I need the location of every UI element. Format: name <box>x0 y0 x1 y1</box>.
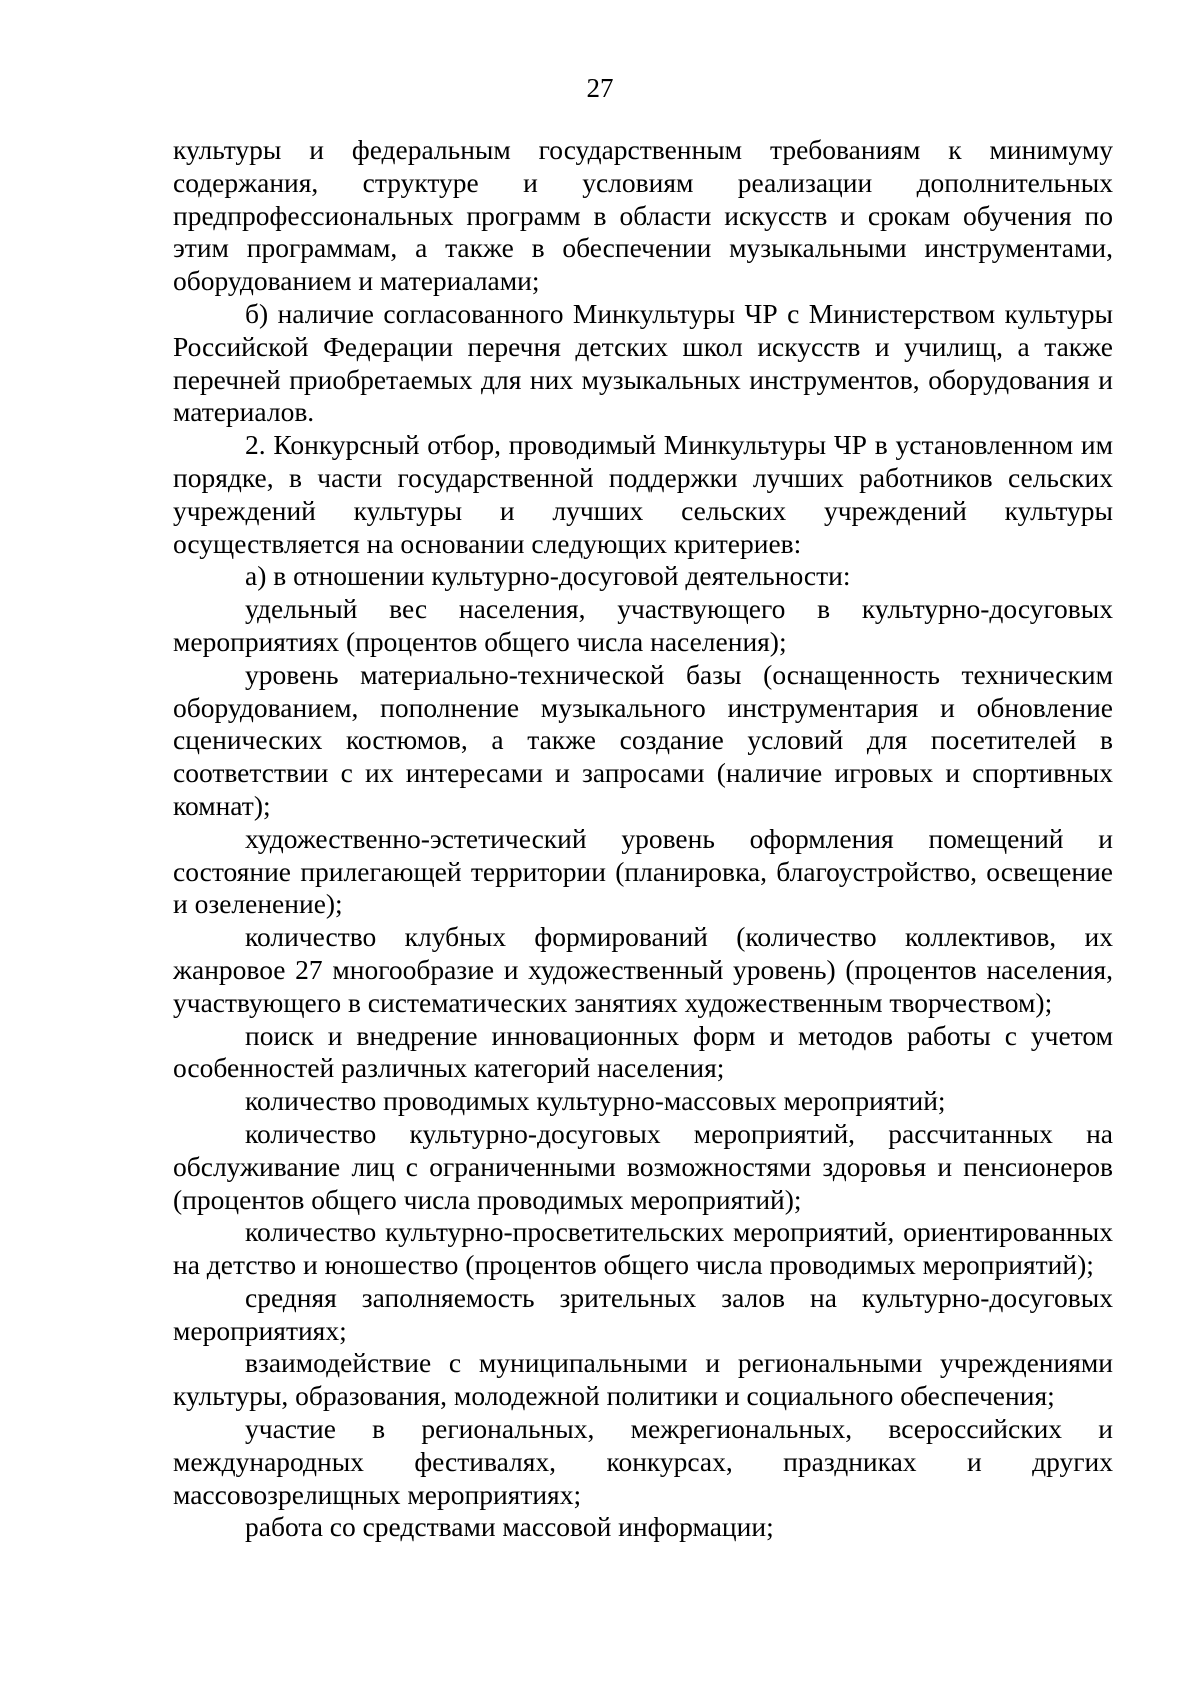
criterion-paragraph: работа со средствами массовой информации; <box>245 1511 774 1543</box>
paragraph-continuation: культуры и федеральным государственным требованиям к минимуму содержания, структуре и условиям реализации дополнительных предпрофессиональных программ в области искусств и срокам обучения по этим программам, а также в обеспечении музыкальными инструментами, оборудованием и материалами; <box>173 134 1113 297</box>
criterion-paragraph: взаимодействие с муниципальными и региональными учреждениями культуры, образования, молодежной политики и социального обеспечения; <box>173 1347 1113 1412</box>
page-number: 27 <box>586 73 614 103</box>
criterion-paragraph: количество культурно-досуговых мероприятий, рассчитанных на обслуживание лиц с ограниченными возможностями здоровья и пенсионеров (процентов общего числа проводимых мероприятий); <box>173 1117 1113 1215</box>
criterion-paragraph: средняя заполняемость зрительных залов на культурно-досуговых мероприятиях; <box>173 1281 1113 1346</box>
criterion-paragraph: участие в региональных, межрегиональных, всероссийских и международных фестивалях, конкурсах, праздниках и других массовозрелищных мероприятиях; <box>173 1413 1113 1510</box>
paragraph-item-2: 2. Конкурсный отбор, проводимый Минкультуры ЧР в установленном им порядке, в части государственной поддержки лучших работников сельских учреждений культуры и лучших сельских учреждений культуры осуществляется на основании следующих критериев: <box>173 429 1113 559</box>
criterion-paragraph: поиск и внедрение инновационных форм и методов работы с учетом особенностей различных категорий населения; <box>173 1019 1113 1084</box>
criterion-paragraph: художественно-эстетический уровень оформления помещений и состояние прилегающей территории (планировка, благоустройство, освещение и озеленение); <box>173 822 1113 920</box>
criterion-paragraph: удельный вес населения, участвующего в культурно-досуговых мероприятиях (процентов общего числа населения); <box>173 593 1113 657</box>
criterion-paragraph: количество культурно-просветительских мероприятий, ориентированных на детство и юношество (процентов общего числа проводимых мероприятий); <box>173 1216 1113 1281</box>
criterion-paragraph: количество клубных формирований (количество коллективов, их жанровое 27 многообразие и художественный уровень) (процентов населения, участвующего в систематических занятиях художественным творчеством); <box>173 921 1113 1018</box>
criterion-paragraph: количество проводимых культурно-массовых мероприятий; <box>245 1085 946 1117</box>
document-body <box>173 134 1113 1544</box>
criterion-paragraph: уровень материально-технической базы (оснащенность техническим оборудованием, пополнение музыкального инструментария и обновление сценических костюмов, а также создание условий для посетителей в соответствии с их интересами и запросами (наличие игровых и спортивных комнат); <box>173 658 1113 821</box>
paragraph-item-a: а) в отношении культурно-досуговой деятельности: <box>245 560 851 592</box>
paragraph-item-b: б) наличие согласованного Минкультуры ЧР с Министерством культуры Российской Федерации перечня детских школ искусств и училищ, а также перечней приобретаемых для них музыкальных инструментов, оборудования и материалов. <box>173 297 1113 428</box>
